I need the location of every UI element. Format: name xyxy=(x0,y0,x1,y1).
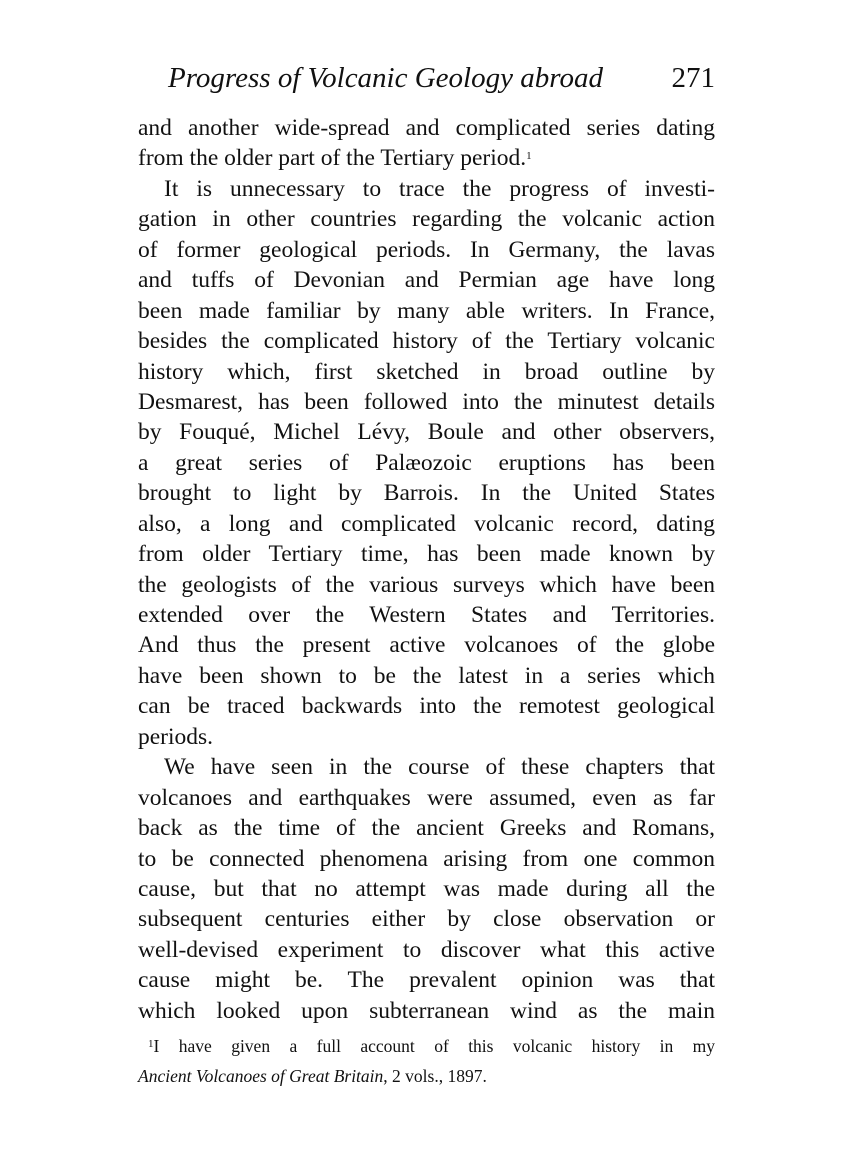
text-line-content: have been shown to be the latest in a series which xyxy=(138,662,715,689)
text-line xyxy=(138,783,715,813)
footnote-line xyxy=(138,1061,715,1091)
footnote-text: I have given a full account of this volcanic history in my xyxy=(153,1036,715,1056)
text-line-content: been made familiar by many able writers. In France, xyxy=(138,297,715,324)
text-line-content: We have seen in the course of these chapters that xyxy=(164,754,715,781)
text-line xyxy=(138,326,715,356)
text-line xyxy=(138,509,715,539)
footnote xyxy=(138,1031,715,1091)
body-text xyxy=(138,113,715,1026)
text-line xyxy=(138,265,715,295)
text-line-content: besides the complicated history of the Tertiary volcanic xyxy=(138,328,715,355)
text-line-content: volcanoes and earthquakes were assumed, even as far xyxy=(138,784,715,811)
text-line-content: gation in other countries regarding the volcanic action xyxy=(138,206,715,233)
text-line xyxy=(138,691,715,721)
text-line xyxy=(138,570,715,600)
text-line xyxy=(138,661,715,691)
text-line xyxy=(138,874,715,904)
text-line-content: from the older part of the Tertiary period. xyxy=(138,145,527,172)
text-line xyxy=(138,996,715,1026)
text-line-content: back as the time of the ancient Greeks and Romans, xyxy=(138,815,715,842)
footnote-book-title: Ancient Volcanoes of Great Britain xyxy=(138,1066,384,1086)
footnote-reference: 1 xyxy=(526,150,532,163)
text-line-content: the geologists of the various surveys which have been xyxy=(138,571,715,598)
text-line xyxy=(138,539,715,569)
page-number: 271 xyxy=(671,62,715,94)
text-line-content: history which, first sketched in broad outline by xyxy=(138,358,715,385)
footnote-marker: 1 xyxy=(148,1038,154,1050)
footnote-line xyxy=(138,1031,715,1061)
text-line-content: subsequent centuries either by close observation or xyxy=(138,906,715,933)
text-line-content: And thus the present active volcanoes of the globe xyxy=(138,632,715,659)
text-line-content: Desmarest, has been followed into the minutest details xyxy=(138,388,715,415)
text-line xyxy=(138,143,715,173)
text-line xyxy=(138,296,715,326)
text-line xyxy=(138,387,715,417)
text-line xyxy=(138,417,715,447)
text-line-content: can be traced backwards into the remotest geological xyxy=(138,693,715,720)
text-line xyxy=(138,113,715,143)
text-line xyxy=(138,722,715,752)
text-line xyxy=(138,935,715,965)
text-line-content: well-devised experiment to discover what this active xyxy=(138,936,715,963)
text-line-content: a great series of Palæozoic eruptions has been xyxy=(138,449,715,476)
running-head xyxy=(140,62,715,102)
text-line-content: from older Tertiary time, has been made known by xyxy=(138,541,715,568)
text-line-content: It is unnecessary to trace the progress of investi- xyxy=(164,175,715,202)
text-line xyxy=(138,965,715,995)
text-line-content: to be connected phenomena arising from one common xyxy=(138,845,715,872)
text-line xyxy=(138,813,715,843)
footnote-book-details: , 2 vols., 1897. xyxy=(383,1066,487,1086)
text-line xyxy=(138,630,715,660)
text-line xyxy=(138,204,715,234)
text-line-content: brought to light by Barrois. In the United States xyxy=(138,480,715,507)
text-line-content: and tuffs of Devonian and Permian age have long xyxy=(138,267,715,294)
text-line-content: periods. xyxy=(138,723,214,750)
text-line xyxy=(138,478,715,508)
text-line xyxy=(138,357,715,387)
text-line-content: which looked upon subterranean wind as the main xyxy=(138,997,715,1024)
text-line xyxy=(138,448,715,478)
text-line-content: extended over the Western States and Territories. xyxy=(138,602,715,628)
text-line xyxy=(138,904,715,934)
text-line-content: cause, but that no attempt was made during all the xyxy=(138,875,715,902)
running-title: Progress of Volcanic Geology abroad xyxy=(168,62,603,94)
text-line xyxy=(138,235,715,265)
text-line-content: of former geological periods. In Germany, the lavas xyxy=(138,236,715,263)
text-line-content: also, a long and complicated volcanic record, dating xyxy=(138,510,715,537)
text-line xyxy=(138,752,715,782)
text-line-content: by Fouqué, Michel Lévy, Boule and other observers, xyxy=(138,419,715,446)
text-line xyxy=(138,600,715,630)
text-line xyxy=(138,174,715,204)
text-line-content: cause might be. The prevalent opinion was that xyxy=(138,967,715,994)
text-line-content: and another wide-spread and complicated series dating xyxy=(138,115,715,141)
text-line xyxy=(138,844,715,874)
